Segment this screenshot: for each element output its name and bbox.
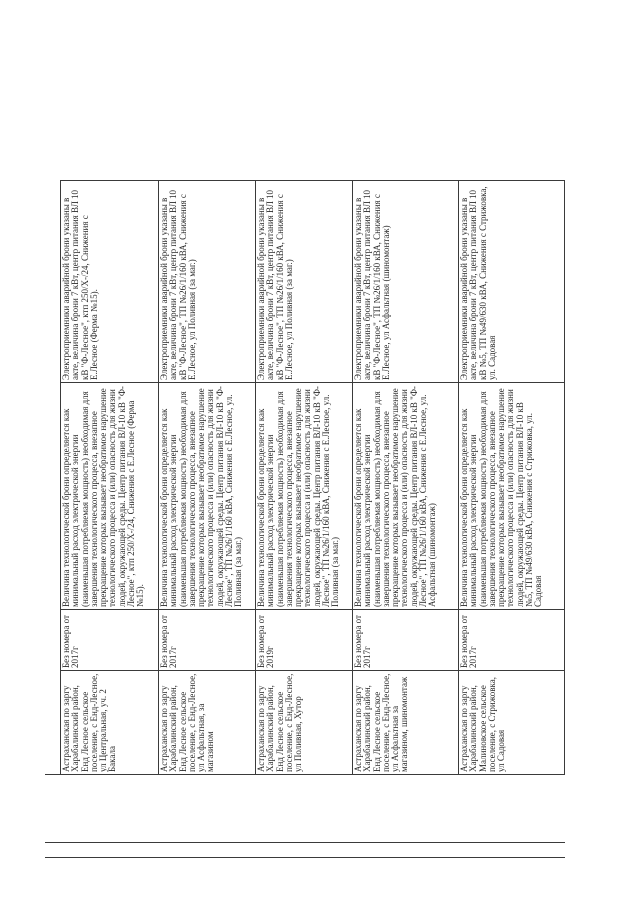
receivers-cell: Электроприемники аварийной брони указаны в акте, величина брони 7 кВт, центр питания ВЛ 10 кВ "Ф-Лесное", ТП №26/1/160 кВА, Снижения с Е.Лесное, ул Асфальтная (шиномонтаж) bbox=[353, 181, 458, 382]
address-cell: Астраханская по заргу Харабалинский район, Малиновское сельское поселение, с Стрижовка, ул Садовая bbox=[459, 671, 564, 774]
description-cell: Величина технологической брони определяется как минимальный расход электрической энергии (наименьшая потребляемая мощность) необходимая для завершения технологического процесса, внезапное прекращение которых вызывает необратимое нарушение технологического процесса и (или) опасность для жизни людей, окружающей среды. Центр питания ВЛ-10 кВ "Ф-Лесное", ТП №26/1/160 кВА, Снижения с Е.Лесное, ул. Поливная (за маг.) bbox=[159, 383, 255, 609]
document-cell: Без номера от 2017г bbox=[61, 610, 158, 670]
description-cell: Величина технологической брони определяется как минимальный расход электрической энергии (наименьшая потребляемая мощность) необходимая для завершения технологического процесса, внезапное прекращение которых вызывает необратимое нарушение технологического процесса и (или) опасность для жизни людей, окружающей среды. Центр питания ВЛ-10 кВ №5, ТП №49/630 кВА, Снижения с Стрижовка, ул. Садовая bbox=[459, 383, 564, 609]
document-cell: Без номера от 2017г bbox=[459, 610, 564, 670]
receivers-cell: Электроприемники аварийной брони указаны в акте, величина брони 7 кВт, центр питания ВЛ 10 кВ "Ф-Лесное", ТП №26/1/160 кВА, Снижения с Е.Лесное, ул Поливная (за маг.) bbox=[256, 181, 352, 382]
address-cell: Астраханская по заргу Харабалинский район, Енд Лесное сельское поселение, с Енд-Лесное, ул Поливная, Хутор bbox=[256, 671, 352, 774]
address-cell: Астраханская по заргу Харабалинский район, Енд Лесное сельское поселение, с Енд-Лесное, ул Центральная, уч. 2 Бакала bbox=[61, 671, 158, 774]
document-cell: Без номера от 2017г bbox=[159, 610, 255, 670]
address-cell: Астраханская по заргу Харабалинский район, Енд Лесное сельское поселение, с Енд-Лесное, ул Асфальтная, за магазином bbox=[159, 671, 255, 774]
horizontal-rule bbox=[45, 857, 565, 858]
rotated-table-container bbox=[60, 180, 565, 775]
receivers-cell: Электроприемники аварийной брони указаны в акте, величина брони 7 кВт, центр питания ВЛ 10 кВ "Ф-Лесное", ТП №26/1/160 кВА, Снижения с Е.Лесное, ул Поливная (за маг.) bbox=[159, 181, 255, 382]
horizontal-rule bbox=[45, 842, 565, 843]
horizontal-rule bbox=[45, 774, 565, 775]
document-cell: Без номера от 2017г bbox=[353, 610, 458, 670]
reservation-table bbox=[60, 180, 565, 775]
document-cell: Без номера от 2019г bbox=[256, 610, 352, 670]
receivers-cell: Электроприемники аварийной брони указаны в акте, величина брони 7 кВт, центр питания ВЛ 10 кВ "Ф-Лесное", ктп 250/Х-/24, Снижения с Е.Лесное (Ферма №15). bbox=[61, 181, 158, 382]
description-cell: Величина технологической брони определяется как минимальный расход электрической энергии (наименьшая потребляемая мощность) необходимая для завершения технологического процесса, внезапное прекращение которых вызывает необратимое нарушение технологического процесса и (или) опасность для жизни людей, окружающей среды. Центр питания ВЛ-10 кВ "Ф-Лесное", ктп 250/Х-/24, Снижения с Е.Лесное (Ферма №15). bbox=[61, 383, 158, 609]
address-cell: Астраханская по заргу Харабалинский район, Енд Лесное сельское поселение, с Енд-Лесное, ул Асфальтная за магазином, шиномонтаж bbox=[353, 671, 458, 774]
description-cell: Величина технологической брони определяется как минимальный расход электрической энергии (наименьшая потребляемая мощность) необходимая для завершения технологического процесса, внезапное прекращение которых вызывает необратимое нарушение технологического процесса и (или) опасность для жизни людей, окружающей среды. Центр питания ВЛ-10 кВ "Ф-Лесное", ТП №26/1/160 кВА, Снижения с Е.Лесное, ул. Поливная (за маг.) bbox=[256, 383, 352, 609]
description-cell: Величина технологической брони определяется как минимальный расход электрической энергии (наименьшая потребляемая мощность) необходимая для завершения технологического процесса, внезапное прекращение которых вызывает необратимое нарушение технологического процесса и (или) опасность для жизни людей, окружающей среды. Центр питания ВЛ-10 кВ "Ф-Лесное", ТП №26/1/160 кВА, Снижения с Е.Лесное, ул. Асфальтная (шиномонтаж) bbox=[353, 383, 458, 609]
receivers-cell: Электроприемники аварийной брони указаны в акте, величина брони 7 кВт, центр питания ВЛ 10 кВ №5, ТП №49/630 кВА, Снижения с Стрижовка, ул. Садовая bbox=[459, 181, 564, 382]
